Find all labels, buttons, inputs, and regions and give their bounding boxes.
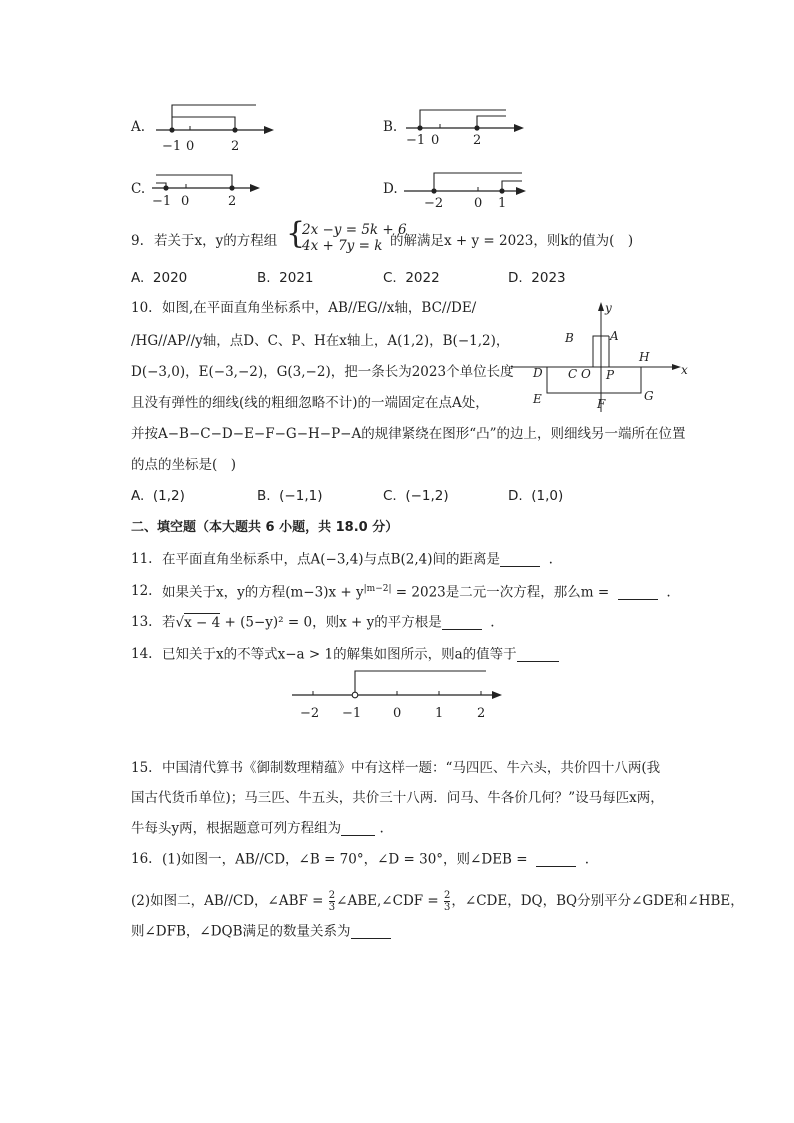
tick-label: 0 (186, 139, 195, 154)
label-b: B (565, 331, 574, 345)
sqrt-symbol: √ (175, 614, 185, 631)
tick-label: −2 (424, 196, 444, 211)
q10-option-a: A. (1,2) (131, 488, 185, 504)
label-p: P (606, 368, 615, 382)
q10-option-c: C. (−1,2) (383, 488, 449, 504)
label-x: x (681, 363, 688, 377)
q15-line-2: 国古代货币单位)；马三匹、牛五头，共价三十八两．问马、牛各价几何？”设马每匹x两， (131, 790, 664, 806)
q9-suffix: 的解满足x + y = 2023，则k的值为( ) (390, 233, 634, 249)
q10-line-1: 如图,在平面直角坐标系中，AB//EG//x轴，BC//DE/ (162, 300, 477, 316)
label-e: E (533, 392, 542, 406)
q15-number: 15. (131, 760, 153, 776)
q14-text: 已知关于x的不等式x−a > 1的解集如图所示，则a的值等于 (162, 648, 559, 662)
section-heading: 二、填空题（本大题共 6 小题，共 18.0 分） (131, 520, 399, 535)
q9-option-a: A. 2020 (131, 270, 188, 286)
q9-eq1: 2x −y = 5k + 6 (302, 222, 407, 238)
tick-label: −1 (152, 194, 172, 209)
q9-prefix: 若关于x，y的方程组 (154, 233, 278, 249)
q13-number: 13. (131, 614, 153, 630)
q8-option-a-letter: A. (131, 119, 146, 135)
q10-line-4: 且没有弹性的细线(线的粗细忽略不计)的一端固定在点A处， (131, 395, 489, 411)
q9-number: 9. (131, 233, 144, 249)
tick-label: 0 (474, 196, 483, 211)
tick-label: 1 (435, 706, 444, 721)
tick-label: 0 (393, 706, 402, 721)
q10-line-2: /HG//AP//y轴，点D、C、P、H在x轴上，A(1,2)，B(−1,2)， (131, 333, 510, 349)
tick-label: −1 (342, 706, 362, 721)
label-f: F (597, 397, 606, 411)
label-o: O (581, 367, 591, 381)
q8-option-d-numberline (402, 165, 532, 213)
q16-number: 16. (131, 851, 153, 867)
label-y: y (605, 301, 612, 315)
q8-option-d-letter: D. (383, 181, 398, 197)
tick-label: −2 (300, 706, 320, 721)
tick-label: −1 (406, 133, 426, 148)
q14-number: 14. (131, 646, 153, 662)
q11-number: 11. (131, 551, 153, 567)
q10-line-6: 的点的坐标是( ) (131, 457, 237, 473)
label-g: G (644, 389, 654, 403)
label-a: A (610, 329, 619, 343)
q9-option-d: D. 2023 (508, 270, 566, 286)
q9-option-c: C. 2022 (383, 270, 440, 286)
tick-label: 2 (231, 139, 240, 154)
q12-number: 12. (131, 583, 153, 599)
answer-blank[interactable] (536, 853, 576, 867)
q13-text: 若√x − 4 + (5−y)² = 0，则x + y的平方根是 . (162, 614, 495, 631)
answer-blank[interactable] (618, 586, 658, 600)
q10-line-5: 并按A−B−C−D−E−F−G−H−P−A的规律紧绕在图形“凸”的边上，则细线另一端所在位置 (131, 426, 686, 442)
q14-numberline (290, 665, 510, 723)
q16-part1: (1)如图一，AB//CD，∠B = 70°，∠D = 30°，则∠DEB = . (162, 851, 590, 868)
tick-label: −1 (162, 139, 182, 154)
q10-coordinate-figure (505, 300, 695, 415)
label-c: C (568, 367, 578, 381)
tick-label: 0 (181, 194, 190, 209)
answer-blank[interactable] (517, 648, 559, 662)
q9-option-b: B. 2021 (257, 270, 314, 286)
q10-option-b: B. (−1,1) (257, 488, 323, 504)
tick-label: 1 (498, 196, 507, 211)
q10-line-3: D(−3,0)，E(−3,−2)，G(3,−2)，把一条长为2023个单位长度 (131, 364, 514, 380)
q9-system-brace: { (286, 216, 306, 251)
q15-line-1: 中国清代算书《御制数理精蕴》中有这样一题：“马四匹、牛六头，共价四十八两(我 (162, 760, 661, 776)
answer-blank[interactable] (442, 616, 482, 630)
q15-line-3: 牛每头y两，根据题意可列方程组为 . (131, 820, 384, 837)
tick-label: 2 (477, 706, 486, 721)
tick-label: 2 (228, 194, 237, 209)
label-h: H (639, 350, 650, 364)
q8-option-b-numberline (400, 100, 530, 155)
q10-number: 10. (131, 300, 153, 316)
tick-label: 2 (473, 133, 482, 148)
tick-label: 0 (431, 133, 440, 148)
q9-eq2: 4x + 7y = k (302, 238, 383, 254)
q8-option-c-numberline (148, 168, 278, 213)
q11-text: 在平面直角坐标系中，点A(−3,4)与点B(2,4)间的距离是 . (162, 551, 553, 568)
q8-option-c-letter: C. (131, 181, 146, 197)
q10-option-d: D. (1,0) (508, 488, 564, 504)
q8-option-a-numberline (150, 100, 280, 155)
label-d: D (533, 366, 543, 380)
answer-blank[interactable] (500, 553, 540, 567)
q8-option-b-letter: B. (383, 119, 398, 135)
answer-blank[interactable] (351, 925, 391, 939)
answer-blank[interactable] (341, 822, 375, 836)
q16-part2-line-2: 则∠DFB，∠DQB满足的数量关系为 (131, 925, 391, 939)
q16-part2-line-1: (2)如图二，AB//CD，∠ABF = $\frac{2}{3}$ ∠ABE,∠CDF = $\frac{2}{3}$ ，∠CDE，DQ，BQ分别平分∠GDE和∠HBE， (131, 890, 744, 913)
q12-text: 如果关于x，y的方程$(m-3)x + y^{|m-2|} = 2023$是二元一次方程，那么m = . (162, 584, 671, 601)
